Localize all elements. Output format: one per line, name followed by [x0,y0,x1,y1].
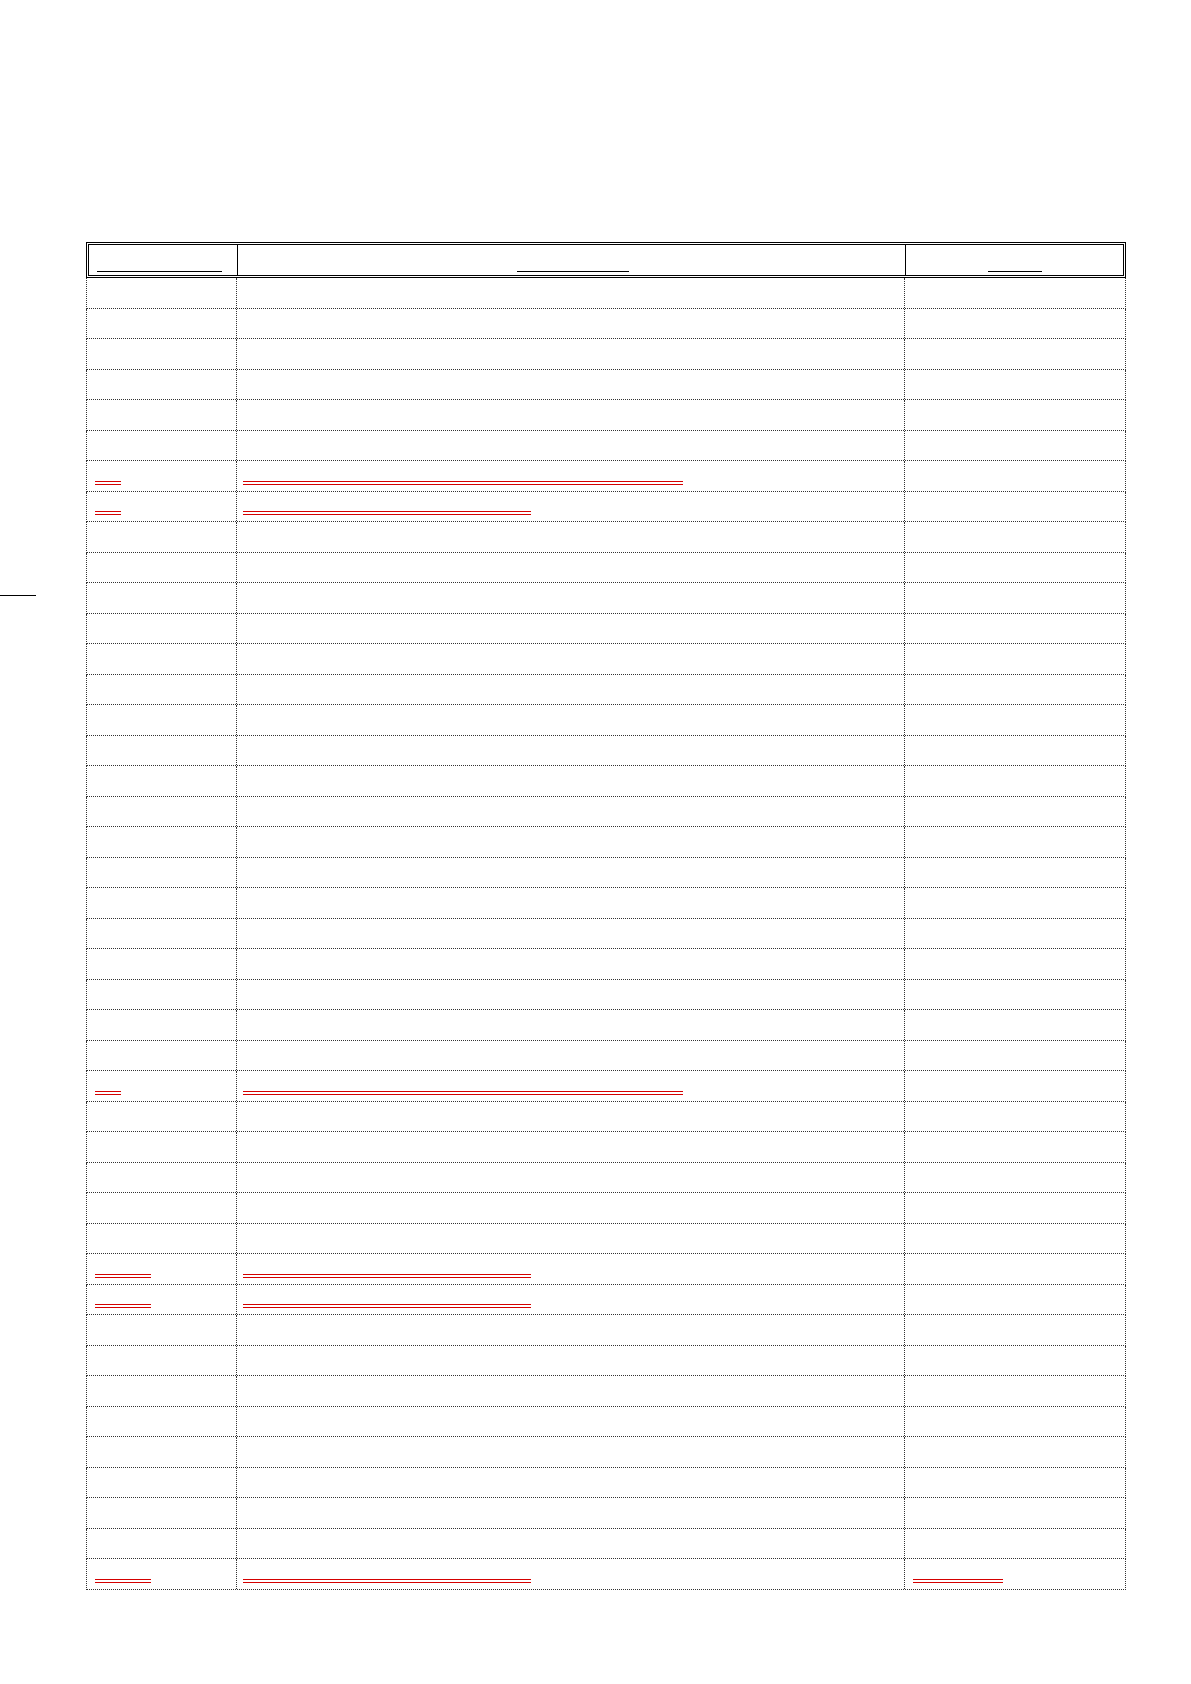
table-row [86,1468,1126,1499]
table-row [86,461,1126,492]
table-row [86,858,1126,889]
table-row [86,492,1126,523]
row-cell-col2 [237,583,905,613]
table-row [86,339,1126,370]
row-cell-col2 [237,1132,905,1162]
row-cell-col1 [87,1132,237,1162]
row-cell-col1 [87,1376,237,1406]
row-cell-col1 [87,492,237,522]
table-row [86,1346,1126,1377]
row-cell-col3 [905,1437,1125,1467]
row-cell-col3 [905,1285,1125,1315]
row-cell-col1 [87,522,237,552]
row-cell-col2 [237,1559,905,1589]
row-cell-col3 [905,461,1125,491]
row-cell-col3 [905,919,1125,949]
row-cell-col3 [905,827,1125,857]
row-cell-col1 [87,1163,237,1193]
row-cell-col1 [87,1285,237,1315]
row-cell-col1 [87,339,237,369]
red-underline-mark [243,1579,531,1583]
row-cell-col1 [87,797,237,827]
row-cell-col1 [87,1224,237,1254]
row-cell-col3 [905,614,1125,644]
row-cell-col3 [905,1132,1125,1162]
row-cell-col3 [905,1559,1125,1589]
row-cell-col2 [237,736,905,766]
row-cell-col3 [905,1193,1125,1223]
row-cell-col3 [905,370,1125,400]
table-row [86,827,1126,858]
row-cell-col1 [87,278,237,308]
row-cell-col1 [87,553,237,583]
row-cell-col3 [905,1498,1125,1528]
row-cell-col1 [87,583,237,613]
row-cell-col2 [237,1468,905,1498]
row-cell-col1 [87,705,237,735]
row-cell-col2 [237,1498,905,1528]
row-cell-col3 [905,1376,1125,1406]
ledger-table [86,242,1126,1588]
row-cell-col1 [87,431,237,461]
row-cell-col2 [237,492,905,522]
row-cell-col3 [905,339,1125,369]
row-cell-col2 [237,1163,905,1193]
red-underline-mark [243,1091,683,1095]
margin-tick [0,595,36,596]
table-row [86,1041,1126,1072]
row-cell-col2 [237,614,905,644]
table-row [86,1010,1126,1041]
red-underline-mark [243,1304,531,1308]
row-cell-col3 [905,1468,1125,1498]
row-cell-col1 [87,1071,237,1101]
row-cell-col2 [237,1346,905,1376]
row-cell-col2 [237,309,905,339]
row-cell-col1 [87,1498,237,1528]
row-cell-col3 [905,1010,1125,1040]
row-cell-col3 [905,583,1125,613]
row-cell-col2 [237,522,905,552]
row-cell-col3 [905,1224,1125,1254]
row-cell-col3 [905,705,1125,735]
row-cell-col1 [87,1437,237,1467]
row-cell-col3 [905,980,1125,1010]
row-cell-col2 [237,1193,905,1223]
row-cell-col2 [237,980,905,1010]
row-cell-col1 [87,1559,237,1589]
row-cell-col2 [237,278,905,308]
row-cell-col3 [905,888,1125,918]
row-cell-col2 [237,858,905,888]
table-row [86,278,1126,309]
table-row [86,614,1126,645]
red-underline-mark [95,1579,151,1583]
row-cell-col1 [87,644,237,674]
row-cell-col2 [237,1407,905,1437]
table-row [86,644,1126,675]
row-cell-col1 [87,614,237,644]
row-cell-col1 [87,827,237,857]
table-row [86,1163,1126,1194]
row-cell-col3 [905,1254,1125,1284]
red-underline-mark [95,1304,151,1308]
row-cell-col3 [905,1346,1125,1376]
row-cell-col2 [237,1071,905,1101]
row-cell-col3 [905,492,1125,522]
row-cell-col3 [905,644,1125,674]
row-cell-col2 [237,705,905,735]
row-cell-col1 [87,1468,237,1498]
row-cell-col1 [87,461,237,491]
row-cell-col3 [905,1529,1125,1559]
row-cell-col1 [87,736,237,766]
row-cell-col1 [87,1102,237,1132]
row-cell-col1 [87,1254,237,1284]
row-cell-col1 [87,370,237,400]
row-cell-col1 [87,675,237,705]
row-cell-col3 [905,1041,1125,1071]
row-cell-col2 [237,461,905,491]
row-cell-col2 [237,644,905,674]
table-row [86,1254,1126,1285]
table-row [86,1132,1126,1163]
table-row [86,675,1126,706]
table-row [86,1498,1126,1529]
row-cell-col1 [87,888,237,918]
row-cell-col3 [905,1315,1125,1345]
row-cell-col2 [237,949,905,979]
table-row [86,705,1126,736]
red-underline-mark [95,1091,121,1095]
row-cell-col1 [87,1315,237,1345]
table-row [86,797,1126,828]
row-cell-col2 [237,1254,905,1284]
row-cell-col1 [87,766,237,796]
table-row [86,553,1126,584]
row-cell-col2 [237,1010,905,1040]
row-cell-col2 [237,1102,905,1132]
table-row [86,1285,1126,1316]
row-cell-col3 [905,797,1125,827]
row-cell-col3 [905,675,1125,705]
row-cell-col3 [905,1407,1125,1437]
table-row [86,1376,1126,1407]
row-cell-col3 [905,400,1125,430]
row-cell-col1 [87,1193,237,1223]
table-row [86,370,1126,401]
row-cell-col1 [87,1010,237,1040]
table-row [86,583,1126,614]
table-row [86,1102,1126,1133]
ledger-body [86,278,1126,1590]
red-underline-mark [913,1579,1003,1583]
row-cell-col3 [905,949,1125,979]
red-underline-mark [95,511,121,515]
row-cell-col1 [87,919,237,949]
row-cell-col1 [87,1529,237,1559]
row-cell-col1 [87,400,237,430]
red-underline-mark [95,481,121,485]
row-cell-col2 [237,1285,905,1315]
row-cell-col2 [237,797,905,827]
row-cell-col1 [87,1346,237,1376]
table-row [86,1407,1126,1438]
table-row [86,522,1126,553]
row-cell-col2 [237,766,905,796]
row-cell-col2 [237,919,905,949]
header-cell-col1 [89,245,238,275]
row-cell-col3 [905,553,1125,583]
row-cell-col2 [237,1224,905,1254]
table-row [86,431,1126,462]
row-cell-col1 [87,309,237,339]
row-cell-col3 [905,1071,1125,1101]
row-cell-col2 [237,1437,905,1467]
row-cell-col3 [905,1163,1125,1193]
row-cell-col1 [87,980,237,1010]
table-row [86,1529,1126,1560]
table-row [86,1224,1126,1255]
red-underline-mark [243,1274,531,1278]
ledger-header [86,242,1126,278]
red-underline-mark [95,1274,151,1278]
table-row [86,1437,1126,1468]
row-cell-col2 [237,888,905,918]
row-cell-col2 [237,431,905,461]
table-row [86,919,1126,950]
table-row [86,1071,1126,1102]
red-underline-mark [243,511,531,515]
row-cell-col3 [905,431,1125,461]
row-cell-col3 [905,736,1125,766]
row-cell-col3 [905,858,1125,888]
row-cell-col2 [237,553,905,583]
row-cell-col2 [237,370,905,400]
red-underline-mark [243,481,683,485]
header-rule-col2 [517,271,629,272]
table-row [86,1193,1126,1224]
row-cell-col2 [237,1529,905,1559]
header-cell-col2 [238,245,906,275]
header-rule-col3 [988,271,1042,272]
header-rule-col1 [97,271,222,272]
row-cell-col3 [905,1102,1125,1132]
table-row [86,1315,1126,1346]
row-cell-col2 [237,827,905,857]
row-cell-col3 [905,278,1125,308]
row-cell-col1 [87,949,237,979]
row-cell-col2 [237,1041,905,1071]
row-cell-col1 [87,858,237,888]
table-row [86,888,1126,919]
table-row [86,1559,1126,1590]
row-cell-col3 [905,309,1125,339]
header-cell-col3 [906,245,1123,275]
table-row [86,766,1126,797]
row-cell-col2 [237,339,905,369]
table-row [86,400,1126,431]
row-cell-col2 [237,675,905,705]
row-cell-col2 [237,1376,905,1406]
table-row [86,949,1126,980]
table-row [86,736,1126,767]
row-cell-col3 [905,766,1125,796]
row-cell-col1 [87,1041,237,1071]
table-row [86,309,1126,340]
row-cell-col3 [905,522,1125,552]
row-cell-col2 [237,400,905,430]
table-row [86,980,1126,1011]
row-cell-col2 [237,1315,905,1345]
row-cell-col1 [87,1407,237,1437]
